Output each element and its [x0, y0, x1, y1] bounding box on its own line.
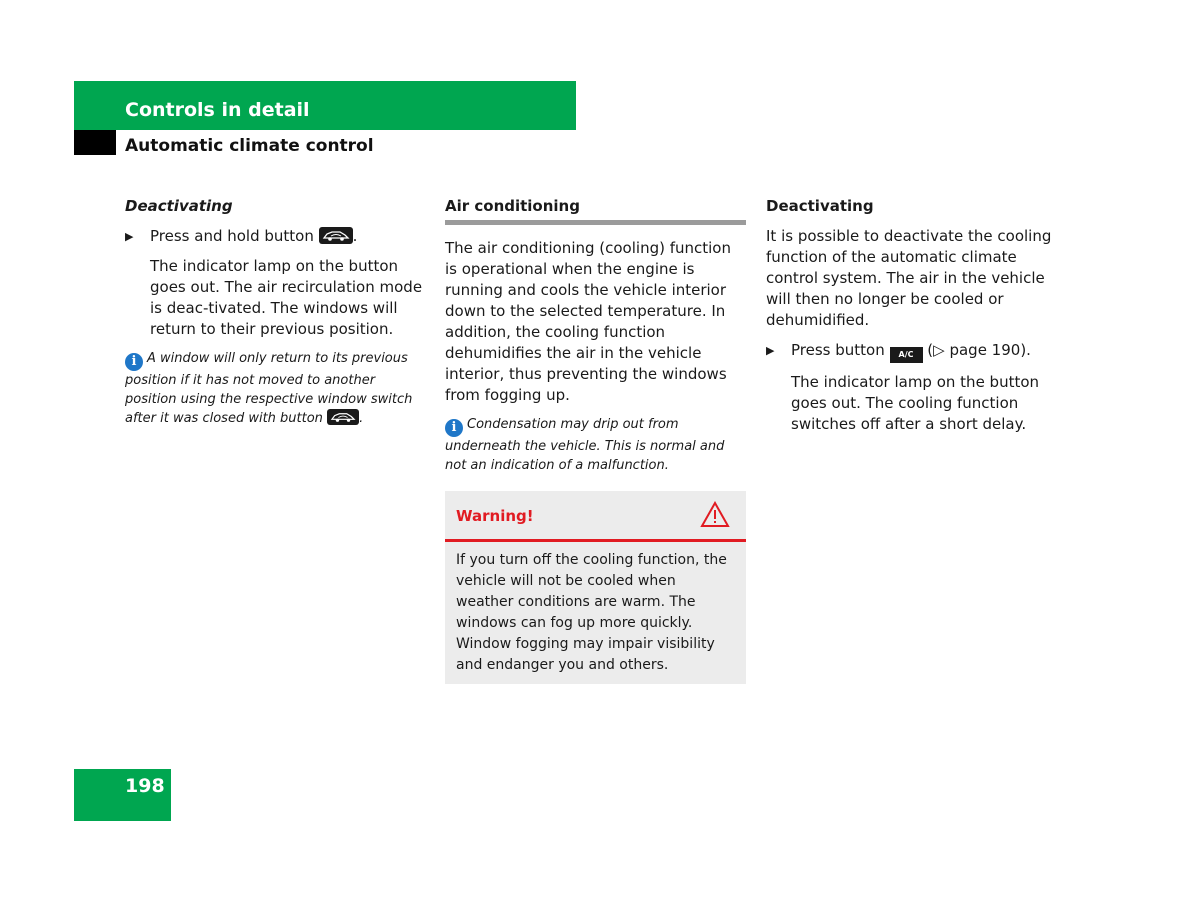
right-step-suffix: (▷ page 190). [927, 341, 1031, 359]
warning-text: If you turn off the cooling function, the vehicle will not be cooled when weather conditions are warm. The windows can fog up more quickly. Window fogging may impair visibility and endanger you and others. [456, 552, 727, 673]
subsection-title: Automatic climate control [125, 136, 374, 156]
left-column [125, 196, 427, 428]
air-recirculation-key-icon [319, 227, 353, 244]
left-note-suffix: . [359, 411, 364, 426]
header-black-tab [74, 130, 116, 155]
left-note-text: A window will only return to its previous position if it has not moved to another position using the respective window switch after it was closed with button [125, 351, 413, 426]
warning-box [445, 491, 746, 684]
left-step-suffix: . [352, 227, 358, 245]
bullet-arrow-icon: ▶ [125, 230, 134, 243]
left-step-text: Press and hold button [150, 227, 314, 245]
warning-triangle-icon [700, 501, 730, 534]
bullet-arrow-icon: ▶ [766, 344, 775, 357]
middle-body: The air conditioning (cooling) function is operational when the engine is running and cools the vehicle interior down to the selected temperature. In addition, the cooling function dehumidifies the air in the vehicle interior, thus preventing the windows from fogging up. [445, 239, 731, 404]
warning-title: Warning! [456, 507, 534, 525]
left-result: The indicator lamp on the button goes out. The air recirculation mode is deac-tivated. The windows will return to their previous position. [150, 257, 423, 338]
left-note [125, 349, 427, 428]
left-step [125, 226, 427, 247]
right-step [766, 340, 1066, 363]
middle-heading: Air conditioning [445, 196, 746, 225]
air-recirculation-key-icon [327, 409, 359, 425]
info-icon: i [125, 353, 143, 371]
ac-key-icon: A/C [890, 347, 923, 363]
right-heading: Deactivating [766, 197, 874, 215]
section-title: Controls in detail [125, 99, 310, 121]
right-body: It is possible to deactivate the cooling function of the automatic climate control system. The air in the vehicle will then no longer be cooled or dehumidified. [766, 227, 1052, 329]
info-icon: i [445, 419, 463, 437]
warning-header [445, 491, 746, 542]
middle-note [445, 415, 746, 475]
middle-column [445, 196, 746, 684]
right-column [766, 196, 1066, 444]
middle-note-text: Condensation may drip out from underneath the vehicle. This is normal and not an indication of a malfunction. [445, 417, 725, 473]
right-step-text: Press button [791, 341, 885, 359]
left-heading: Deactivating [125, 197, 233, 215]
page-number: 198 [125, 775, 165, 797]
right-result: The indicator lamp on the button goes out. The cooling function switches off after a short delay. [791, 373, 1040, 433]
